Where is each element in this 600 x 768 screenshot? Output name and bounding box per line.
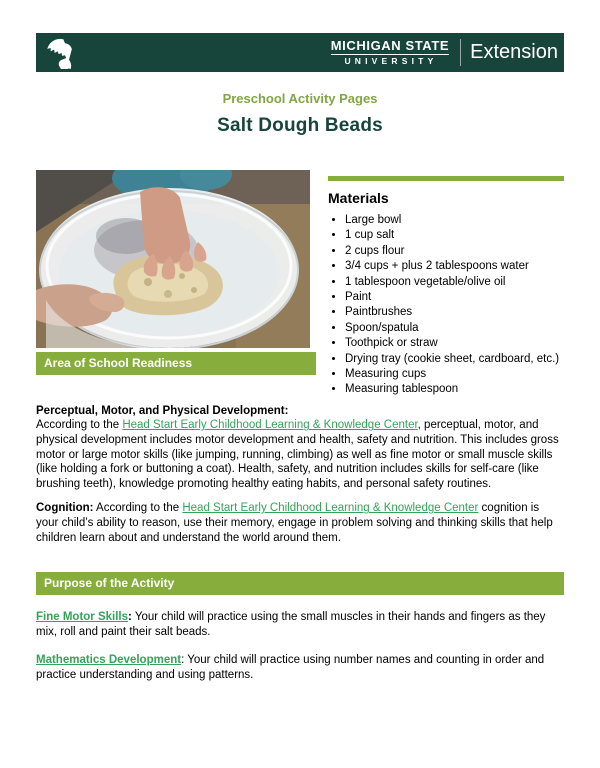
- materials-item: • Measuring tablespoon: [345, 382, 564, 397]
- wordmark-line1: MICHIGAN STATE: [330, 38, 450, 54]
- materials-item: • Toothpick or straw: [345, 336, 564, 351]
- cognition-paragraph: [36, 501, 564, 545]
- materials-item: • 3/4 cups + plus 2 tablespoons water: [345, 259, 564, 274]
- materials-heading: Materials: [328, 190, 389, 206]
- materials-list: [328, 213, 564, 398]
- extension-label: Extension: [470, 41, 558, 63]
- cognition-lead: Cognition:: [36, 502, 94, 515]
- purpose-of-activity-banner: Purpose of the Activity: [36, 572, 564, 595]
- head-start-link-2[interactable]: Head Start Early Childhood Learning & Knowledge Center: [182, 502, 479, 515]
- math-lead: Mathematics Development: [36, 654, 182, 667]
- photo-column: [36, 170, 316, 398]
- activity-photo: [36, 170, 310, 348]
- perceptual-before-link: According to the: [36, 419, 123, 432]
- materials-item: • Measuring cups: [345, 367, 564, 382]
- math-paragraph: [36, 653, 564, 682]
- materials-item: • Paintbrushes: [345, 305, 564, 320]
- area-of-school-readiness-banner: Area of School Readiness: [36, 352, 316, 375]
- fine-motor-text: Your child will practice using the small muscles in their hands and fingers as they mix, roll and paint their salt beads.: [36, 611, 546, 638]
- perceptual-heading: Perceptual, Motor, and Physical Development:: [36, 404, 289, 417]
- cognition-before-link: According to the: [93, 502, 183, 515]
- materials-item: • 1 tablespoon vegetable/olive oil: [345, 275, 564, 290]
- header-divider: [460, 39, 461, 66]
- math-text: Your child will practice using number names and counting in order and practice understanding and using patterns.: [36, 654, 545, 681]
- materials-item: • 1 cup salt: [345, 228, 564, 243]
- page-title: Salt Dough Beads: [217, 115, 383, 136]
- wordmark-line2: UNIVERSITY: [344, 56, 438, 67]
- perceptual-paragraph: [36, 404, 564, 492]
- msu-extension-header-bar: [36, 33, 564, 72]
- msu-wordmark: [331, 39, 449, 66]
- materials-item: • Large bowl: [345, 213, 564, 228]
- materials-item: • Paint: [345, 290, 564, 305]
- series-title: Preschool Activity Pages: [222, 91, 378, 106]
- cognition-after-link: cognition is your child’s ability to reason, use their memory, engage in problem solving and thinking skills that help children learn about and understand the world around them.: [36, 502, 553, 544]
- fine-motor-lead: Fine Motor Skills: [36, 611, 129, 624]
- materials-item: • Drying tray (cookie sheet, cardboard, etc.): [345, 352, 564, 367]
- spartan-helmet-icon: [43, 37, 79, 69]
- materials-item: • 2 cups flour: [345, 244, 564, 259]
- perceptual-after-link: , perceptual, motor, and physical development includes motor development and health, safety and nutrition. This includes gross motor or large motor skills (like jumping, running, climbing) as well as fine motor or small muscle skills (like holding a fork or buttoning a coat). Health, safety, and nutrition includes skills for self-care (like brushing teeth), knowledge promoting healthy eating habits, and personal safety routines.: [36, 419, 559, 490]
- fine-motor-paragraph: [36, 610, 564, 639]
- head-start-link-1[interactable]: Head Start Early Childhood Learning & Knowledge Center: [122, 419, 418, 432]
- materials-top-rule: [328, 176, 564, 181]
- math-colon: :: [181, 654, 185, 667]
- fine-motor-colon: :: [128, 611, 132, 624]
- materials-column: [328, 176, 564, 398]
- materials-item: • Spoon/spatula: [345, 321, 564, 336]
- photo-materials-row: [36, 170, 564, 398]
